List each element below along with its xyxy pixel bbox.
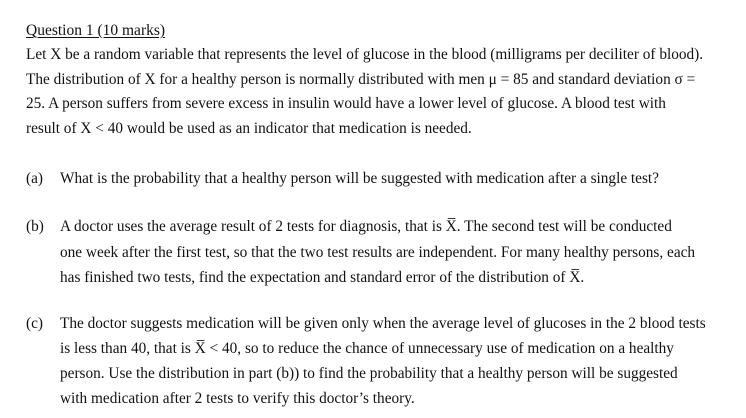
- part-c-line: The doctor suggests medication will be given only when the average level of glucoses in the 2 blood tests: [60, 315, 706, 332]
- part-a-label: (a): [26, 170, 43, 187]
- intro-line: result of X < 40 would be used as an indicator that medication is needed.: [26, 119, 472, 137]
- intro-line: 25. A person suffers from severe excess in insulin would have a lower level of glucose. A blood test with: [26, 95, 666, 112]
- part-c-label: (c): [26, 315, 43, 332]
- part-a-line: What is the probability that a healthy person will be suggested with medication after a single test?: [60, 170, 659, 187]
- intro-line: The distribution of X for a healthy person is normally distributed with men μ = 85 and standard deviation σ =: [26, 70, 696, 88]
- part-b-line: A doctor uses the average result of 2 tests for diagnosis, that is X̅. The second test will be conducted: [60, 218, 672, 235]
- intro-line: Let X be a random variable that represents the level of glucose in the blood (milligrams per deciliter of blood).: [26, 46, 704, 63]
- part-c-line: is less than 40, that is X̅ < 40, so to reduce the chance of unnecessary use of medication on a healthy: [60, 340, 674, 357]
- part-b-line: has finished two tests, find the expectation and standard error of the distribution of X̅.: [60, 269, 585, 286]
- part-c-text: [60, 311, 746, 411]
- question-intro: [26, 43, 726, 141]
- part-b-line: one week after the first test, so that the two test results are independent. For many healthy persons, each: [60, 243, 696, 261]
- question-title: Question 1 (10 marks): [26, 22, 166, 39]
- part-b-label: (b): [26, 218, 44, 235]
- part-c-line: person. Use the distribution in part (b)) to find the probability that a healthy person will be suggested: [60, 365, 678, 382]
- part-b-text: [60, 214, 746, 291]
- part-c-line: with medication after 2 tests to verify this doctor’s theory.: [60, 390, 415, 407]
- part-a-text: [60, 169, 746, 189]
